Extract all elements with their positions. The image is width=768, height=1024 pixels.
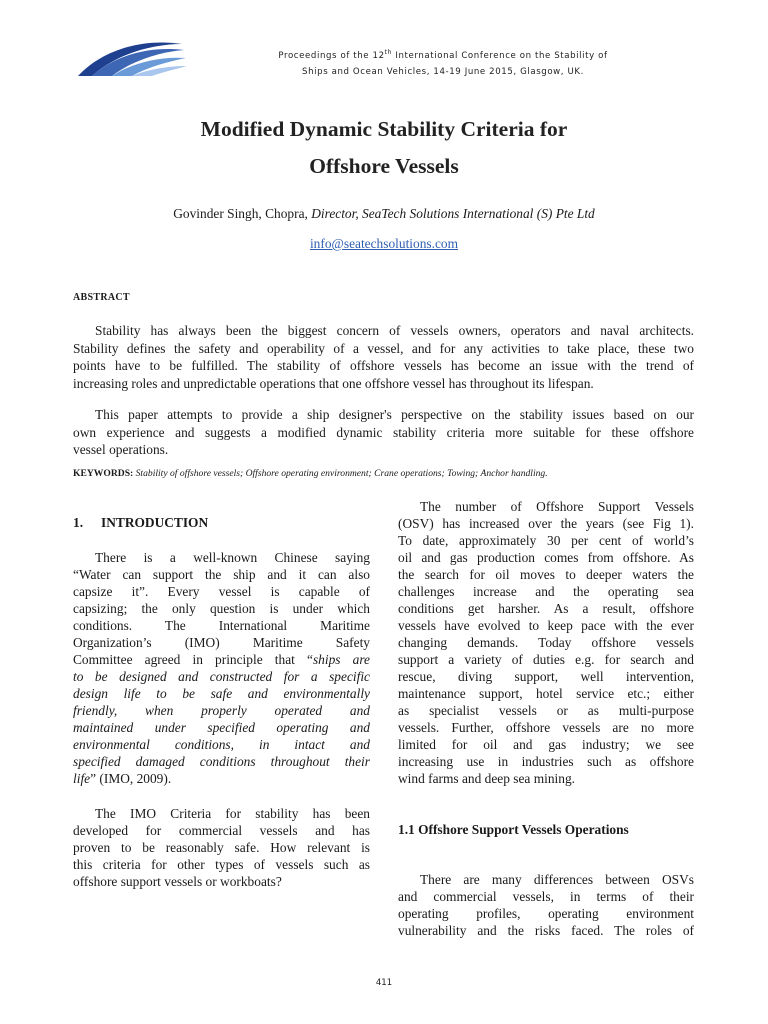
- intro-paragraph-1: There is a well-known Chinese saying “Water can support the ship and it can also capsize it”. Every vessel is capable of capsizing; the only question is under which conditions. The International Maritime Organization’s (IMO) Maritime Safety Committee agreed in principle that “ships are to be designed and constructed for a specific design life to be safe and environmentally friendly, when properly operated and maintained under specified operating and environmental conditions, in intact and specified damaged conditions throughout their life” (IMO, 2009).: [73, 550, 370, 786]
- keywords: KEYWORDS: Stability of offshore vessels; Offshore operating environment; Crane operations; Towing; Anchor handling.: [73, 468, 548, 479]
- paper-title-line-1: Modified Dynamic Stability Criteria for: [200, 117, 568, 141]
- header-line-2: Ships and Ocean Vehicles, 14-19 June 2015, Glasgow, UK.: [302, 67, 584, 77]
- page-number: 411: [375, 978, 393, 988]
- section-heading-osv-operations: 1.1 Offshore Support Vessels Operations: [398, 822, 629, 837]
- abstract-heading: ABSTRACT: [73, 292, 130, 303]
- proceedings-header: [200, 48, 686, 80]
- abstract-paragraph-2: This paper attempts to provide a ship designer's perspective on the stability issues based on our own experience and suggests a modified dynamic stability criteria more suitable for these offshore vessel operations.: [73, 407, 694, 458]
- paper-title-line-2: Offshore Vessels: [309, 154, 459, 178]
- intro-paragraph-2: The IMO Criteria for stability has been developed for commercial vessels and has proven to be reasonably safe. How relevant is this criteria for other types of vessels such as offshore support vessels or workboats?: [73, 806, 370, 889]
- author-line: Govinder Singh, Chopra, Director, SeaTech Solutions International (S) Pte Ltd: [173, 206, 595, 221]
- author-email: [0, 236, 768, 252]
- section-heading-introduction: 1. INTRODUCTION: [73, 515, 209, 530]
- osv-operations-paragraph: There are many differences between OSVs and commercial vessels, in terms of their operating profiles, operating environment vulnerability and the risks faced. The roles of: [398, 872, 694, 938]
- abstract-paragraph-1: Stability has always been the biggest concern of vessels owners, operators and naval architects. Stability defines the safety and operability of a vessel, and for any activities to take place, these two points have to be fulfilled. The stability of offshore vessels has become an issue with the trend of increasing roles and unpredictable operations that one offshore vessel has throughout its lifespan.: [73, 323, 694, 391]
- conference-logo-icon: [72, 36, 188, 78]
- osv-paragraph: The number of Offshore Support Vessels (OSV) has increased over the years (see Fig 1). To date, approximately 30 per cent of world’s oil and gas production comes from offshore. As the search for oil moves to deeper waters the challenges increase and the operating sea conditions get harsher. As a result, offshore vessels have evolved to keep pace with the ever changing demands. Today offshore vessels support a variety of duties e.g. for search and rescue, diving support, well intervention, maintenance support, hotel service etc.; either as specialist vessels or as multi-purpose vessels. Further, offshore vessels are no more limited for oil and gas industry; we see increasing use in industries such as offshore wind farms and deep sea mining.: [398, 499, 694, 786]
- email-link[interactable]: info@seatechsolutions.com: [309, 236, 459, 251]
- header-line-1: Proceedings of the 12th International Conference on the Stability of: [278, 49, 608, 61]
